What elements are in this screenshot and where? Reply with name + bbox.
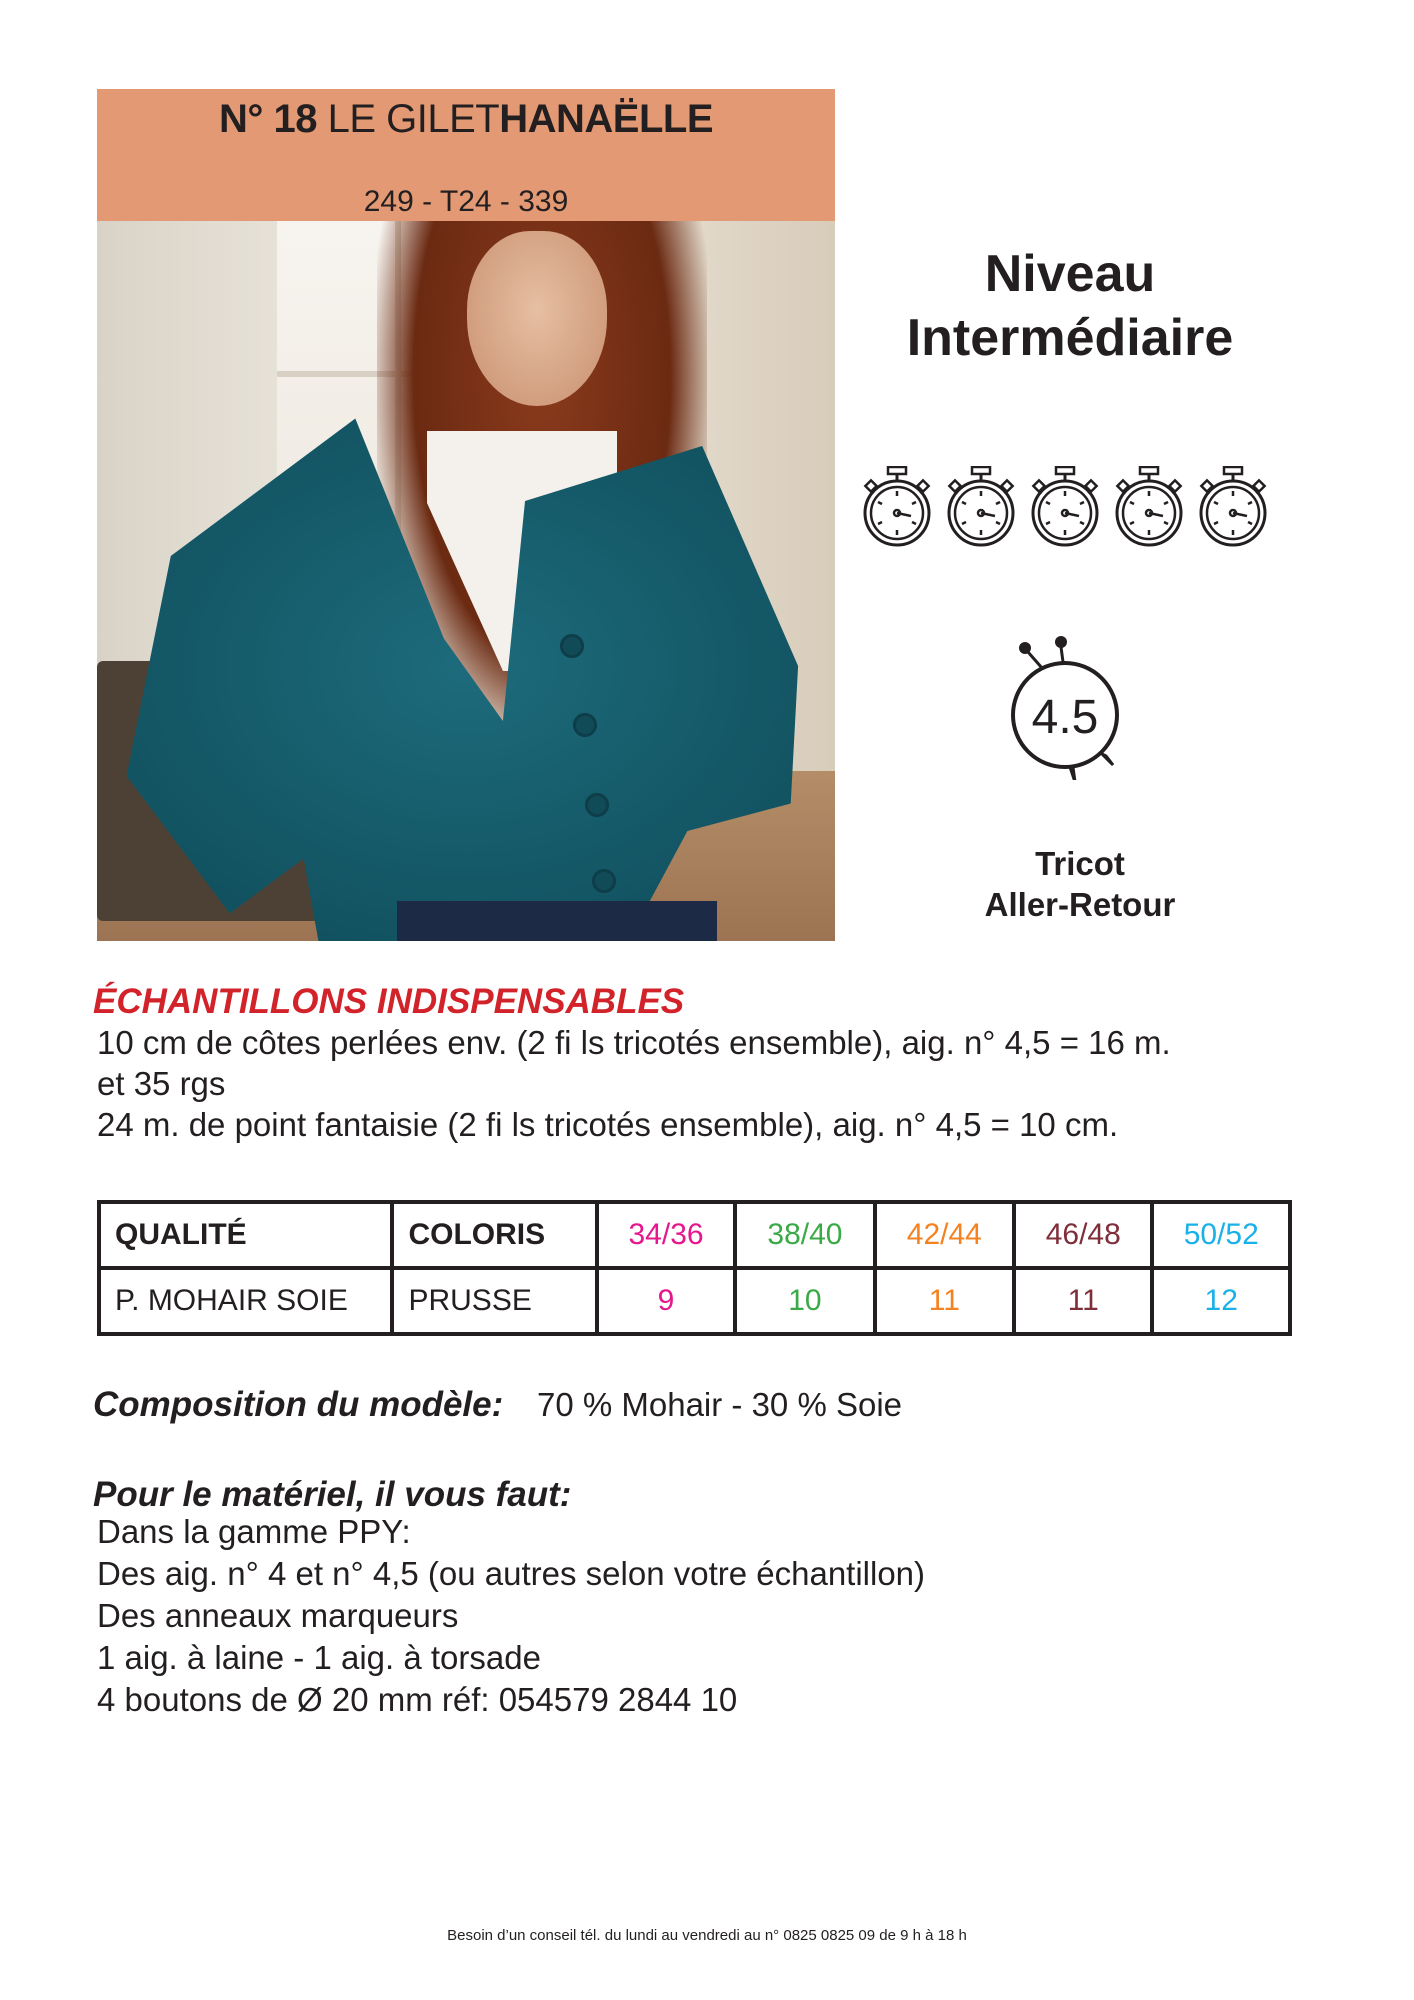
- model-photo: [97, 221, 835, 941]
- stopwatch-icon: [1030, 466, 1100, 548]
- cell-qty: 12: [1152, 1268, 1290, 1334]
- header-size: 42/44: [875, 1202, 1014, 1268]
- pattern-prefix: LE GILET: [327, 97, 500, 141]
- title-banner: [97, 89, 835, 221]
- footer-helpline: Besoin d’un conseil tél. du lundi au vendredi au n° 0825 0825 09 de 9 h à 18 h: [447, 1927, 967, 1944]
- level-line-2: Intermédiaire: [906, 309, 1234, 367]
- header-size: 46/48: [1014, 1202, 1152, 1268]
- composition-label: Composition du modèle:: [93, 1385, 504, 1424]
- pattern-reference: 249 - T24 - 339: [363, 185, 569, 218]
- list-item: Dans la gamme PPY:: [97, 1513, 411, 1550]
- list-item: Des aig. n° 4 et n° 4,5 (ou autres selon votre échantillon): [97, 1555, 926, 1592]
- needle-size-value: 4.5: [1031, 691, 1099, 744]
- materials-list: [97, 1511, 925, 1721]
- header-size: 50/52: [1152, 1202, 1290, 1268]
- gauge-line: 10 cm de côtes perlées env. (2 fi ls tricotés ensemble), aig. n° 4,5 = 16 m.: [97, 1024, 1171, 1061]
- gauge-heading: ÉCHANTILLONS INDISPENSABLES: [93, 982, 685, 1021]
- table-row: [99, 1268, 1290, 1334]
- header-size: 38/40: [735, 1202, 874, 1268]
- knitting-technique: [900, 843, 1260, 925]
- gauge-line: et 35 rgs: [97, 1065, 226, 1102]
- list-item: 1 aig. à laine - 1 aig. à torsade: [97, 1639, 541, 1676]
- cell-quality: P. MOHAIR SOIE: [99, 1268, 392, 1334]
- list-item: 4 boutons de Ø 20 mm réf: 054579 2844 10: [97, 1681, 738, 1718]
- cardigan-button: [585, 793, 609, 817]
- cardigan-button: [560, 634, 584, 658]
- pattern-number: N° 18: [218, 97, 317, 141]
- stopwatch-icon: [1114, 466, 1184, 548]
- cell-color: PRUSSE: [392, 1268, 596, 1334]
- knitting-needle-size-icon: [1000, 630, 1120, 780]
- difficulty-level: [860, 242, 1280, 370]
- cell-qty: 11: [875, 1268, 1014, 1334]
- photo-face: [467, 231, 607, 406]
- level-line-1: Niveau: [984, 245, 1156, 303]
- yarn-quantity-table: [97, 1200, 1292, 1336]
- header-quality: QUALITÉ: [99, 1202, 392, 1268]
- stopwatch-icon: [1198, 466, 1268, 548]
- list-item: Des anneaux marqueurs: [97, 1597, 459, 1634]
- pattern-name: HANAËLLE: [499, 97, 714, 141]
- cell-qty: 10: [735, 1268, 874, 1334]
- stopwatch-icon: [862, 466, 932, 548]
- gauge-line: 24 m. de point fantaisie (2 fi ls tricotés ensemble), aig. n° 4,5 = 10 cm.: [97, 1106, 1119, 1143]
- table-header-row: [99, 1202, 1290, 1268]
- pattern-title: [97, 95, 835, 143]
- technique-line-1: Tricot: [1035, 845, 1125, 882]
- cell-qty: 11: [1014, 1268, 1152, 1334]
- cardigan-button: [573, 713, 597, 737]
- cell-qty: 9: [597, 1268, 735, 1334]
- photo-jeans: [397, 901, 717, 941]
- cardigan-button: [592, 869, 616, 893]
- difficulty-timers: [862, 466, 1282, 556]
- header-size: 34/36: [597, 1202, 735, 1268]
- composition-value: 70 % Mohair - 30 % Soie: [537, 1386, 903, 1423]
- stopwatch-icon: [946, 466, 1016, 548]
- header-color: COLORIS: [392, 1202, 596, 1268]
- technique-line-2: Aller-Retour: [984, 886, 1176, 923]
- materials-heading: Pour le matériel, il vous faut:: [93, 1475, 572, 1514]
